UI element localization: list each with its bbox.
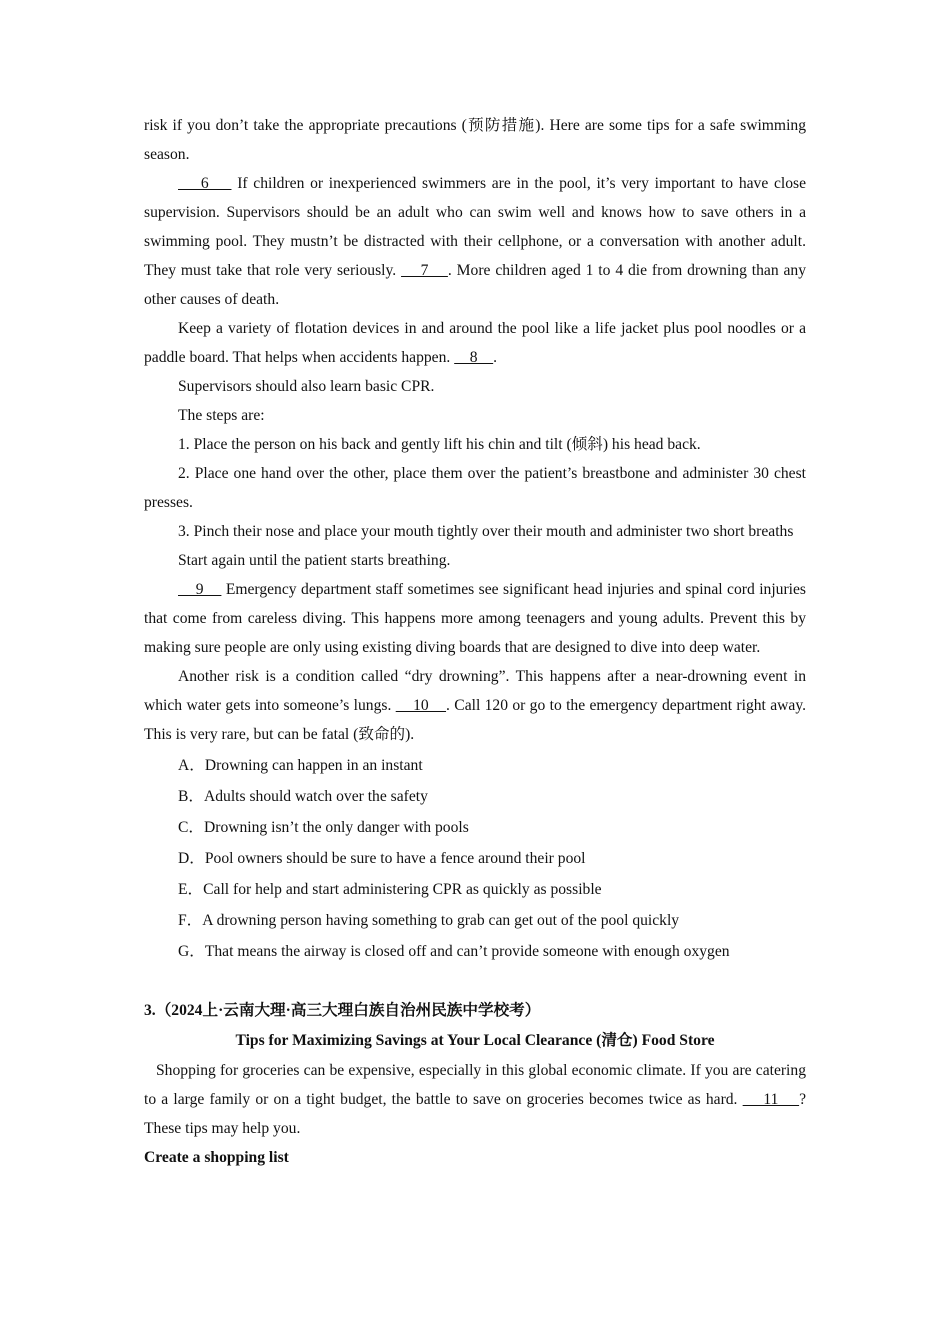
paragraph-dry-drowning-text-b: . Call 120 or go to the emergency department right away. This is very rare, but can be fatal (致命的).: [144, 697, 807, 743]
question-3-intro: [144, 1056, 806, 1143]
blank-9: 9: [178, 581, 222, 598]
blank-10: 10: [395, 697, 447, 714]
paragraph-start-again: Start again until the patient starts breathing.: [178, 552, 451, 569]
paragraph-supervision: [144, 169, 806, 314]
option-g: G．That means the airway is closed off and can’t provide someone with enough oxygen: [178, 943, 730, 960]
blank-7: 7: [401, 262, 448, 279]
paragraph-diving: [144, 575, 806, 662]
paragraph-dry-drowning: [144, 662, 806, 749]
paragraph-dry-drowning-text-a: Another risk is a condition called “dry drowning”. This happens after a near-drowning event in which water gets into someone’s lungs.: [144, 668, 806, 714]
option-a: A．Drowning can happen in an instant: [178, 757, 423, 774]
paragraph-flotation: [144, 314, 806, 372]
answer-options: [144, 750, 806, 967]
option-f: F．A drowning person having something to grab can get out of the pool quickly: [178, 912, 680, 929]
paragraph-supervision-text-b: . More children aged 1 to 4 die from drowning than any other causes of death.: [144, 262, 807, 308]
paragraph-diving-text: Emergency department staff sometimes see significant head injuries and spinal cord injuries that come from careless diving. This happens more among teenagers and young adults. Prevent this by making sure people are only using existing diving boards that are designed to dive into deep water.: [144, 581, 806, 656]
paragraph-steps-intro: The steps are:: [178, 407, 265, 424]
blank-8: 8: [454, 349, 494, 366]
option-e: E．Call for help and start administering CPR as quickly as possible: [178, 881, 602, 898]
blank-6: 6: [178, 175, 232, 192]
option-c: C．Drowning isn’t the only danger with pools: [178, 819, 469, 836]
paragraph-flotation-text-a: Keep a variety of flotation devices in and around the pool like a life jacket plus pool noodles or a paddle board. That helps when accidents happen.: [144, 320, 806, 366]
cpr-step-2: 2. Place one hand over the other, place them over the patient’s breastbone and administer 30 chest presses.: [144, 465, 806, 511]
blank-11: 11: [742, 1091, 800, 1108]
question-3-header: 3.（2024上·云南大理·高三大理白族自治州民族中学校考）: [144, 1002, 541, 1019]
option-d: D．Pool owners should be sure to have a fence around their pool: [178, 850, 586, 867]
question-3-intro-text-a: Shopping for groceries can be expensive, especially in this global economic climate. If you are catering to a large family or on a tight budget, the battle to save on groceries becomes twice as hard.: [144, 1062, 806, 1108]
subheading-shopping-list: Create a shopping list: [144, 1149, 289, 1166]
cpr-step-3: 3. Pinch their nose and place your mouth tightly over their mouth and administer two short breaths: [178, 523, 794, 540]
question-3-title: Tips for Maximizing Savings at Your Local Clearance (清仓) Food Store: [235, 1032, 715, 1049]
document-content: [144, 111, 806, 1172]
paragraph-cpr: Supervisors should also learn basic CPR.: [178, 378, 435, 395]
option-b: B．Adults should watch over the safety: [178, 788, 428, 805]
question-3-intro-text-b: ? These tips may help you.: [144, 1091, 807, 1137]
paragraph-flotation-text-b: .: [493, 349, 498, 366]
cpr-step-1: 1. Place the person on his back and gently lift his chin and tilt (倾斜) his head back.: [178, 436, 701, 453]
paragraph-supervision-text-a: If children or inexperienced swimmers are in the pool, it’s very important to have close supervision. Supervisors should be an adult who can swim well and knows how to save others in a swimming pool. They mustn’t be distracted with their cellphone, or a conversation with another adult. They must take that role very seriously.: [144, 175, 807, 279]
paragraph-intro: risk if you don’t take the appropriate precautions (预防措施). Here are some tips for a safe swimming season.: [144, 117, 806, 163]
